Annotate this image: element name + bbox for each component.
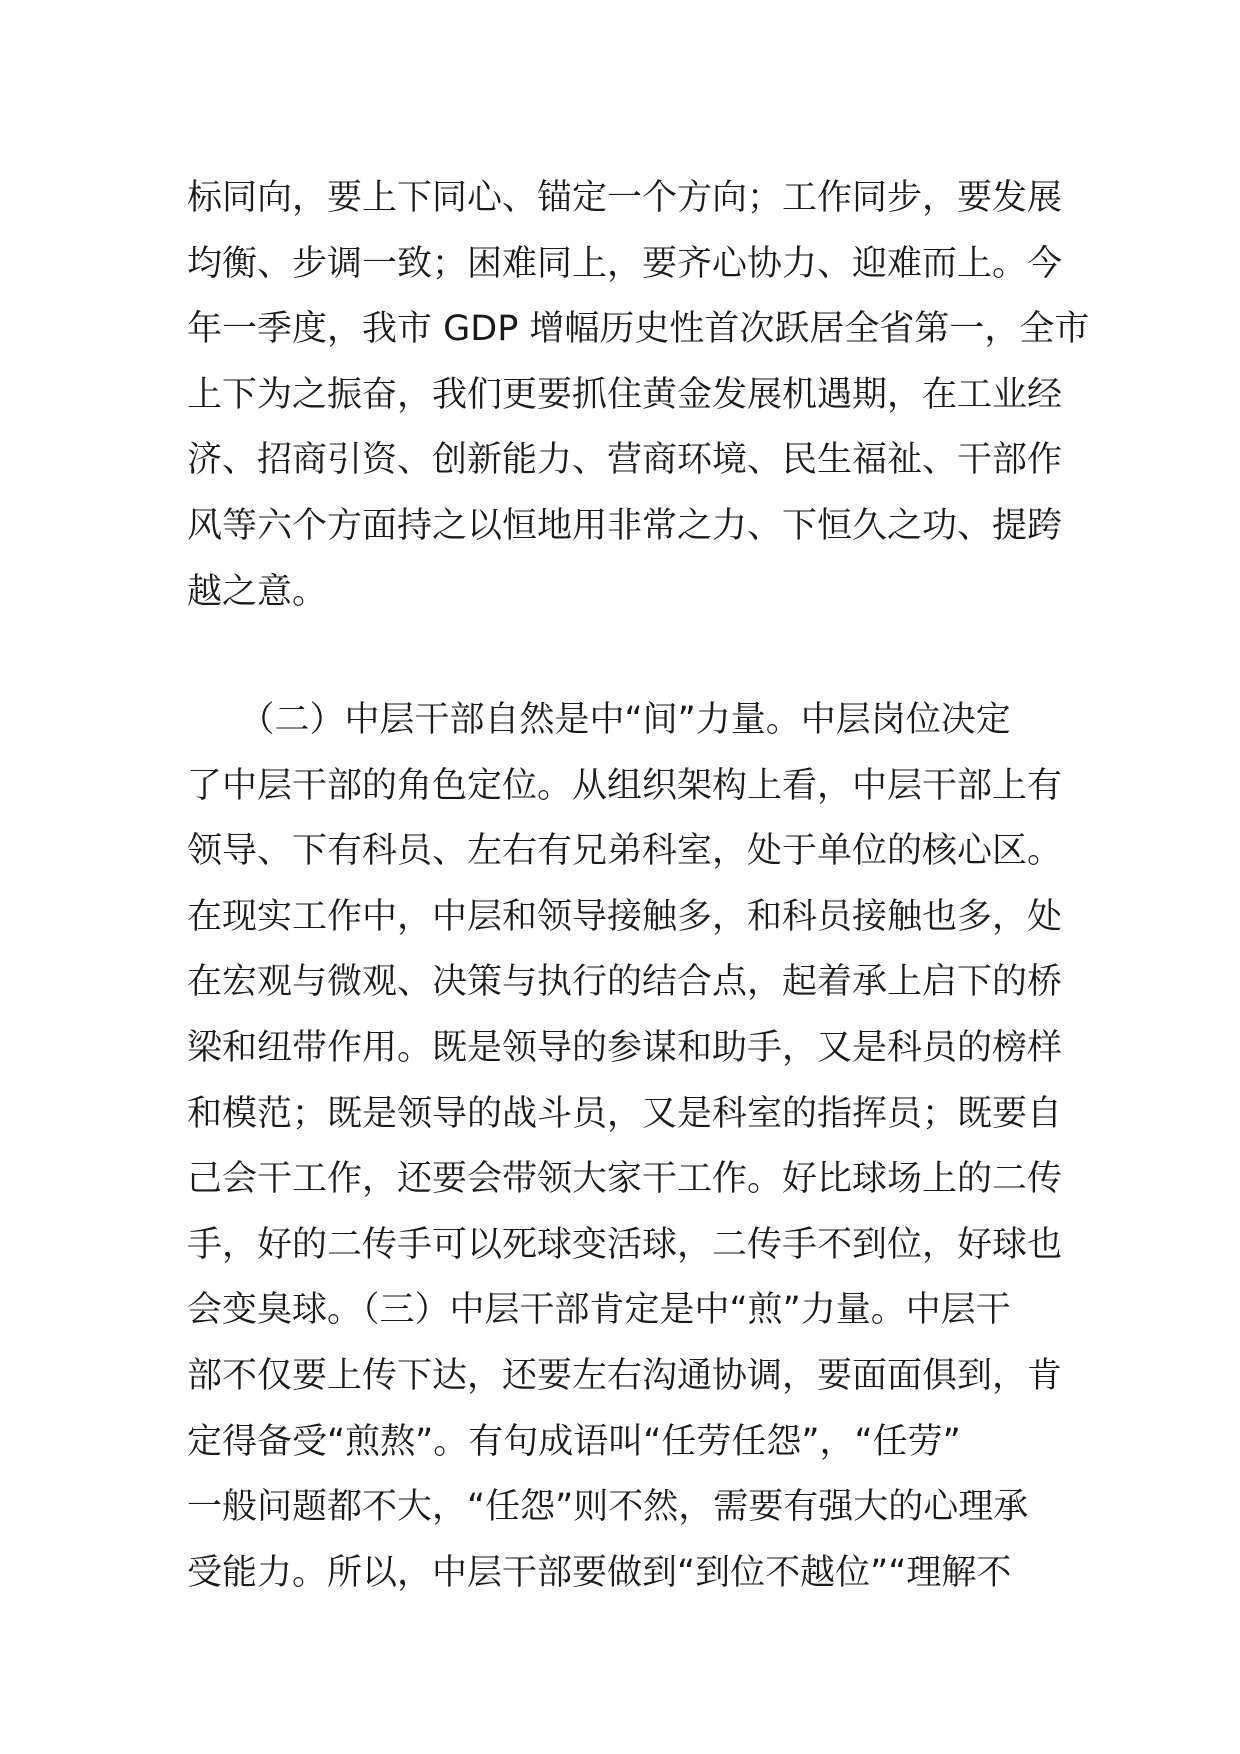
text-line: 会变臭球。（三）中层干部肯定是中“煎”力量。中层干 — [187, 1290, 1011, 1331]
text-line: 定得备受“煎熬”。有句成语叫“任劳任怨”，“任劳” — [187, 1421, 961, 1462]
text-line: 领导、下有科员、左右有兄弟科室，处于单位的核心区。 — [187, 831, 1063, 872]
text-line: 在宏观与微观、决策与执行的结合点，起着承上启下的桥 — [187, 962, 1063, 1003]
text-line: 济、招商引资、创新能力、营商环境、民生福祉、干部作 — [187, 440, 1063, 481]
text-line: 受能力。所以，中层干部要做到“到位不越位”“理解不 — [187, 1552, 1012, 1593]
text-line: 和模范；既是领导的战斗员，又是科室的指挥员；既要自 — [187, 1093, 1063, 1134]
text-line: 标同向，要上下同心、锚定一个方向；工作同步，要发展 — [187, 178, 1063, 218]
paragraph-section-two — [187, 688, 1063, 1606]
text-line: 越之意。 — [187, 571, 328, 612]
text-line: 风等六个方面持之以恒地用非常之力、下恒久之功、提跨 — [187, 505, 1063, 546]
text-line: 梁和纽带作用。既是领导的参谋和助手，又是科员的榜样 — [187, 1027, 1063, 1068]
text-line: 均衡、步调一致；困难同上，要齐心协力、迎难而上。今 — [187, 243, 1063, 284]
text-line: 己会干工作，还要会带领大家干工作。好比球场上的二传 — [187, 1159, 1063, 1200]
text-line: 部不仅要上传下达，还要左右沟通协调，要面面俱到，肯 — [187, 1355, 1063, 1396]
text-line: 一般问题都不大，“任怨”则不然，需要有强大的心理承 — [187, 1487, 1029, 1528]
paragraph-continuation — [187, 166, 1090, 625]
text-line: 手，好的二传手可以死球变活球，二传手不到位，好球也 — [187, 1224, 1063, 1265]
text-line: 年一季度，我市 GDP 增幅历史性首次跃居全省第一，全市 — [187, 309, 1090, 350]
text-line: 上下为之振奋，我们更要抓住黄金发展机遇期，在工业经 — [187, 374, 1063, 415]
text-line: 了中层干部的角色定位。从组织架构上看，中层干部上有 — [187, 765, 1063, 806]
text-line: （二）中层干部自然是中“间”力量。中层岗位决定 — [187, 700, 1011, 740]
text-line: 在现实工作中，中层和领导接触多，和科员接触也多，处 — [187, 896, 1063, 937]
